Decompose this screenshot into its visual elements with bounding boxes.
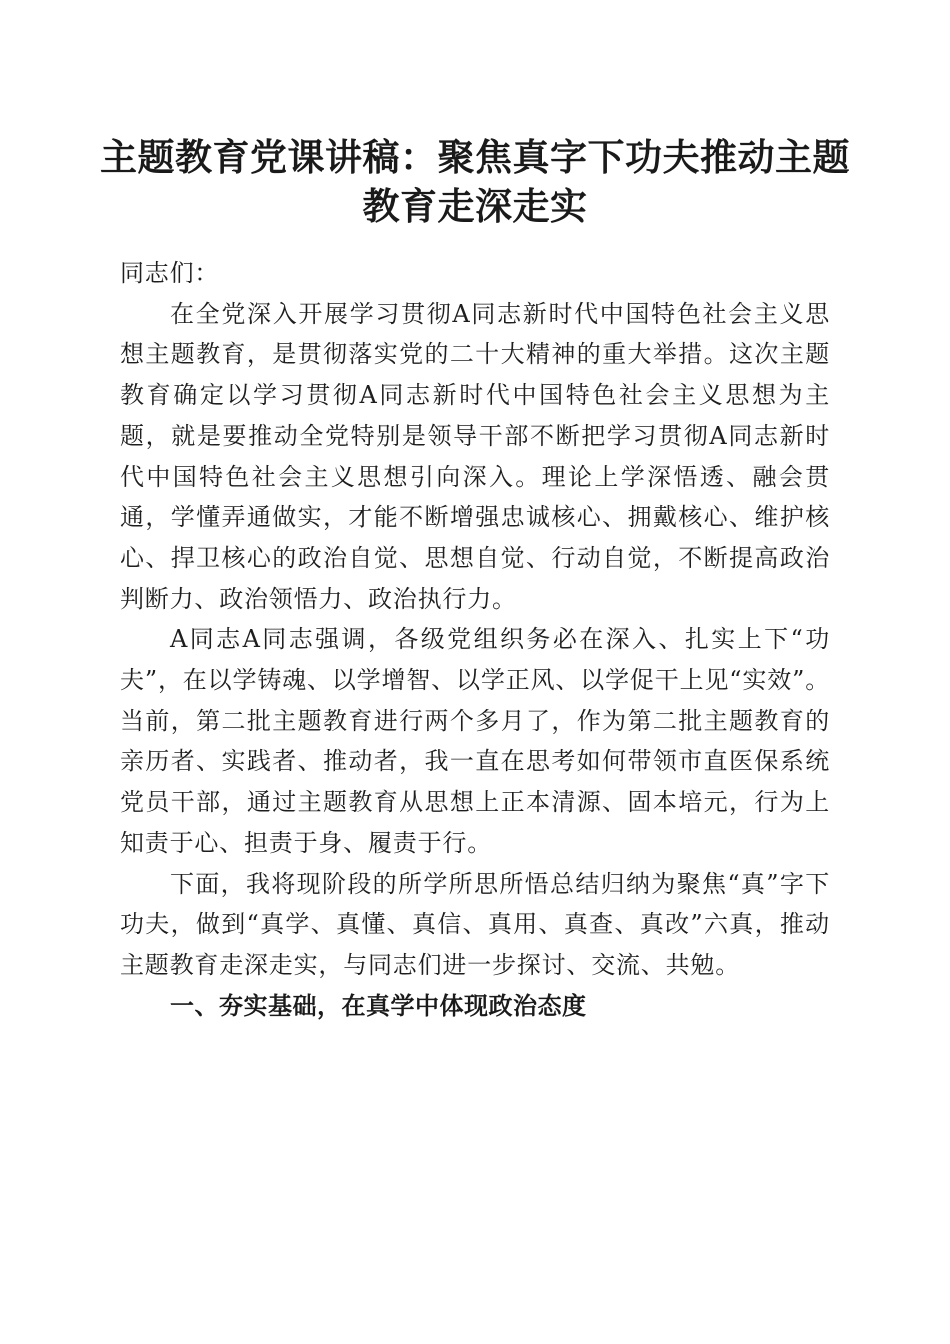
title-line-1: 主题教育党课讲稿：聚焦真字下功夫推动主题: [100, 135, 850, 179]
document-body: [120, 253, 830, 1026]
paragraph-1: 在全党深入开展学习贯彻A同志新时代中国特色社会主义思想主题教育，是贯彻落实党的二十大精神的重大举措。这次主题教育确定以学习贯彻A同志新时代中国特色社会主义思想为主题，就是要推动全党特别是领导干部不断把学习贯彻A同志新时代中国特色社会主义思想引向深入。理论上学深悟透、融会贯通，学懂弄通做实，才能不断增强忠诚核心、拥戴核心、维护核心、捍卫核心的政治自觉、思想自觉、行动自觉，不断提高政治判断力、政治领悟力、政治执行力。: [120, 299, 830, 613]
paragraph-2: A同志A同志强调，各级党组织务必在深入、扎实上下“功夫”，在以学铸魂、以学增智、以学正风、以学促干上见“实效”。当前，第二批主题教育进行两个多月了，作为第二批主题教育的亲历者、实践者、推动者，我一直在思考如何带领市直医保系统党员干部，通过主题教育从思想上正本清源、固本培元，行为上知责于心、担责于身、履责于行。: [120, 625, 830, 857]
paragraph-3: 下面，我将现阶段的所学所思所悟总结归纳为聚焦“真”字下功夫，做到“真学、真懂、真信、真用、真查、真改”六真，推动主题教育走深走实，与同志们进一步探讨、交流、共勉。: [120, 869, 830, 979]
salutation: 同志们：: [120, 259, 220, 287]
section-heading-1: 一、夯实基础，在真学中体现政治态度: [170, 991, 587, 1020]
title-line-2: 教育走深走实: [362, 184, 588, 228]
document-title: [100, 133, 850, 231]
